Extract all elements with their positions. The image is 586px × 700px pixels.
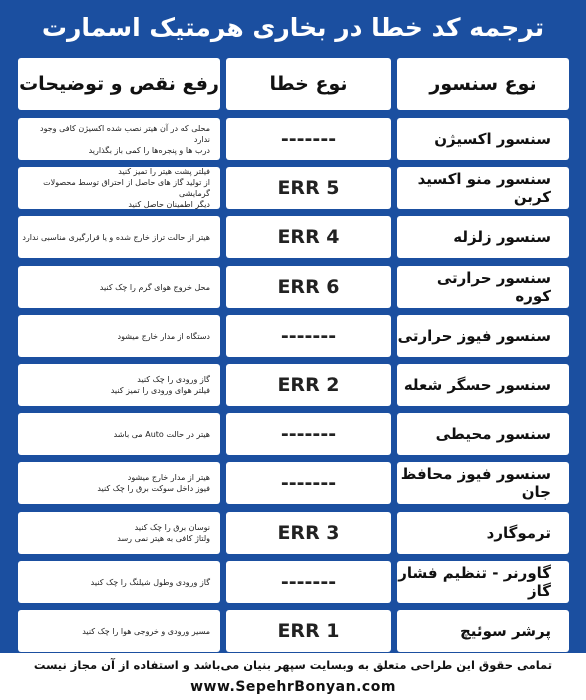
description-cell [18,610,220,652]
description-text [100,282,210,293]
error-code-cell: ------- [226,118,391,160]
description-line: هیتر در حالت Auto می باشد [113,429,210,439]
sensor-name-cell: ترموگارد [397,512,569,554]
header-description: رفع نقص و توضیحات [18,58,220,110]
description-line: دیگر اطمینان حاصل کنید [128,200,210,209]
sensor-name-cell: سنسور محیطی [397,413,569,455]
sensor-name-cell: سنسور زلزله [397,216,569,258]
description-line: دستگاه از مدار خارج میشود [117,331,210,341]
description-line: هیتر از مدار خارج میشود [127,473,210,482]
sensor-name-cell: سنسور فیوز محافظ جان [397,462,569,504]
description-line: درب ها و پنجره‌ها را کمی باز بگذارید [88,145,210,155]
description-line: از تولید گاز های حاصل از احتراق توسط محصولات گرمایشی [43,178,210,198]
page-title: ترجمه کد خطا در بخاری هرمتیک اسمارت [41,13,545,42]
description-cell [18,266,220,308]
description-line: گاز ورودی وطول شیلنگ را چک کنید [90,577,210,587]
error-code-cell: ------- [226,561,391,603]
description-text [22,123,210,156]
description-cell [18,462,220,504]
description-cell [18,167,220,209]
description-text [91,577,210,588]
error-code-cell: ------- [226,462,391,504]
description-text [111,374,210,396]
error-code-cell: ERR 4 [226,216,391,258]
description-line: مسیر ورودی و خروجی هوا را چک کنید [82,626,210,636]
sensor-name-cell: پرشر سوئیچ [397,610,569,652]
description-text [117,522,210,544]
description-cell [18,413,220,455]
description-cell [18,216,220,258]
copyright-notice: تمامی حقوق این طراحی متعلق به وبسایت سپهر بنیان می‌باشد و استفاده از آن مجاز نیست [33,658,553,672]
error-code-cell: ------- [226,413,391,455]
description-cell [18,315,220,357]
error-code-cell: ------- [226,315,391,357]
description-line: فیوز داخل سوکت برق را چک کنید [97,484,210,493]
description-text [22,167,210,209]
error-code-cell: ERR 2 [226,364,391,406]
sensor-name-cell: سنسور فیوز حرارتی [397,315,569,357]
sensor-name-cell: سنسور حرارتی کوره [397,266,569,308]
website-url: www.SepehrBonyan.com [190,679,396,695]
header-sensor-type: نوع سنسور [397,58,569,110]
description-text [22,232,210,243]
sensor-name-cell: گاورنر - تنظیم فشار گاز [397,561,569,603]
error-code-cell: ERR 6 [226,266,391,308]
sensor-name-cell: سنسور حسگر شعله [397,364,569,406]
description-text [118,331,211,342]
description-line: فیلتر پشت هیتر را تمیز کنید [118,167,210,176]
description-cell [18,364,220,406]
description-line: ولتاژ کافی به هیتر نمی رسد [117,534,210,543]
description-text [114,429,210,440]
error-code-cell: ERR 5 [226,167,391,209]
error-code-cell: ERR 3 [226,512,391,554]
description-line: هیتر از حالت تراز خارج شده و یا قرارگیری مناسبی ندارد [22,232,210,242]
error-code-cell: ERR 1 [226,610,391,652]
description-cell [18,118,220,160]
description-line: فیلتر هوای ورودی را تمیز کنید [110,386,210,395]
sensor-name-cell: سنسور اکسیژن [397,118,569,160]
description-cell [18,561,220,603]
description-line: محلی که در آن هیتر نصب شده اکسیژن کافی وجود ندارد [40,123,210,144]
header-error-type: نوع خطا [226,58,391,110]
description-text [97,472,210,494]
description-text [82,626,210,637]
sensor-name-cell: سنسور منو اکسید کربن [397,167,569,209]
description-line: گاز ورودی را چک کنید [137,375,210,384]
description-line: محل خروج هوای گرم را چک کنید [99,282,210,292]
description-cell [18,512,220,554]
description-line: نوسان برق را چک کنید [134,523,210,532]
